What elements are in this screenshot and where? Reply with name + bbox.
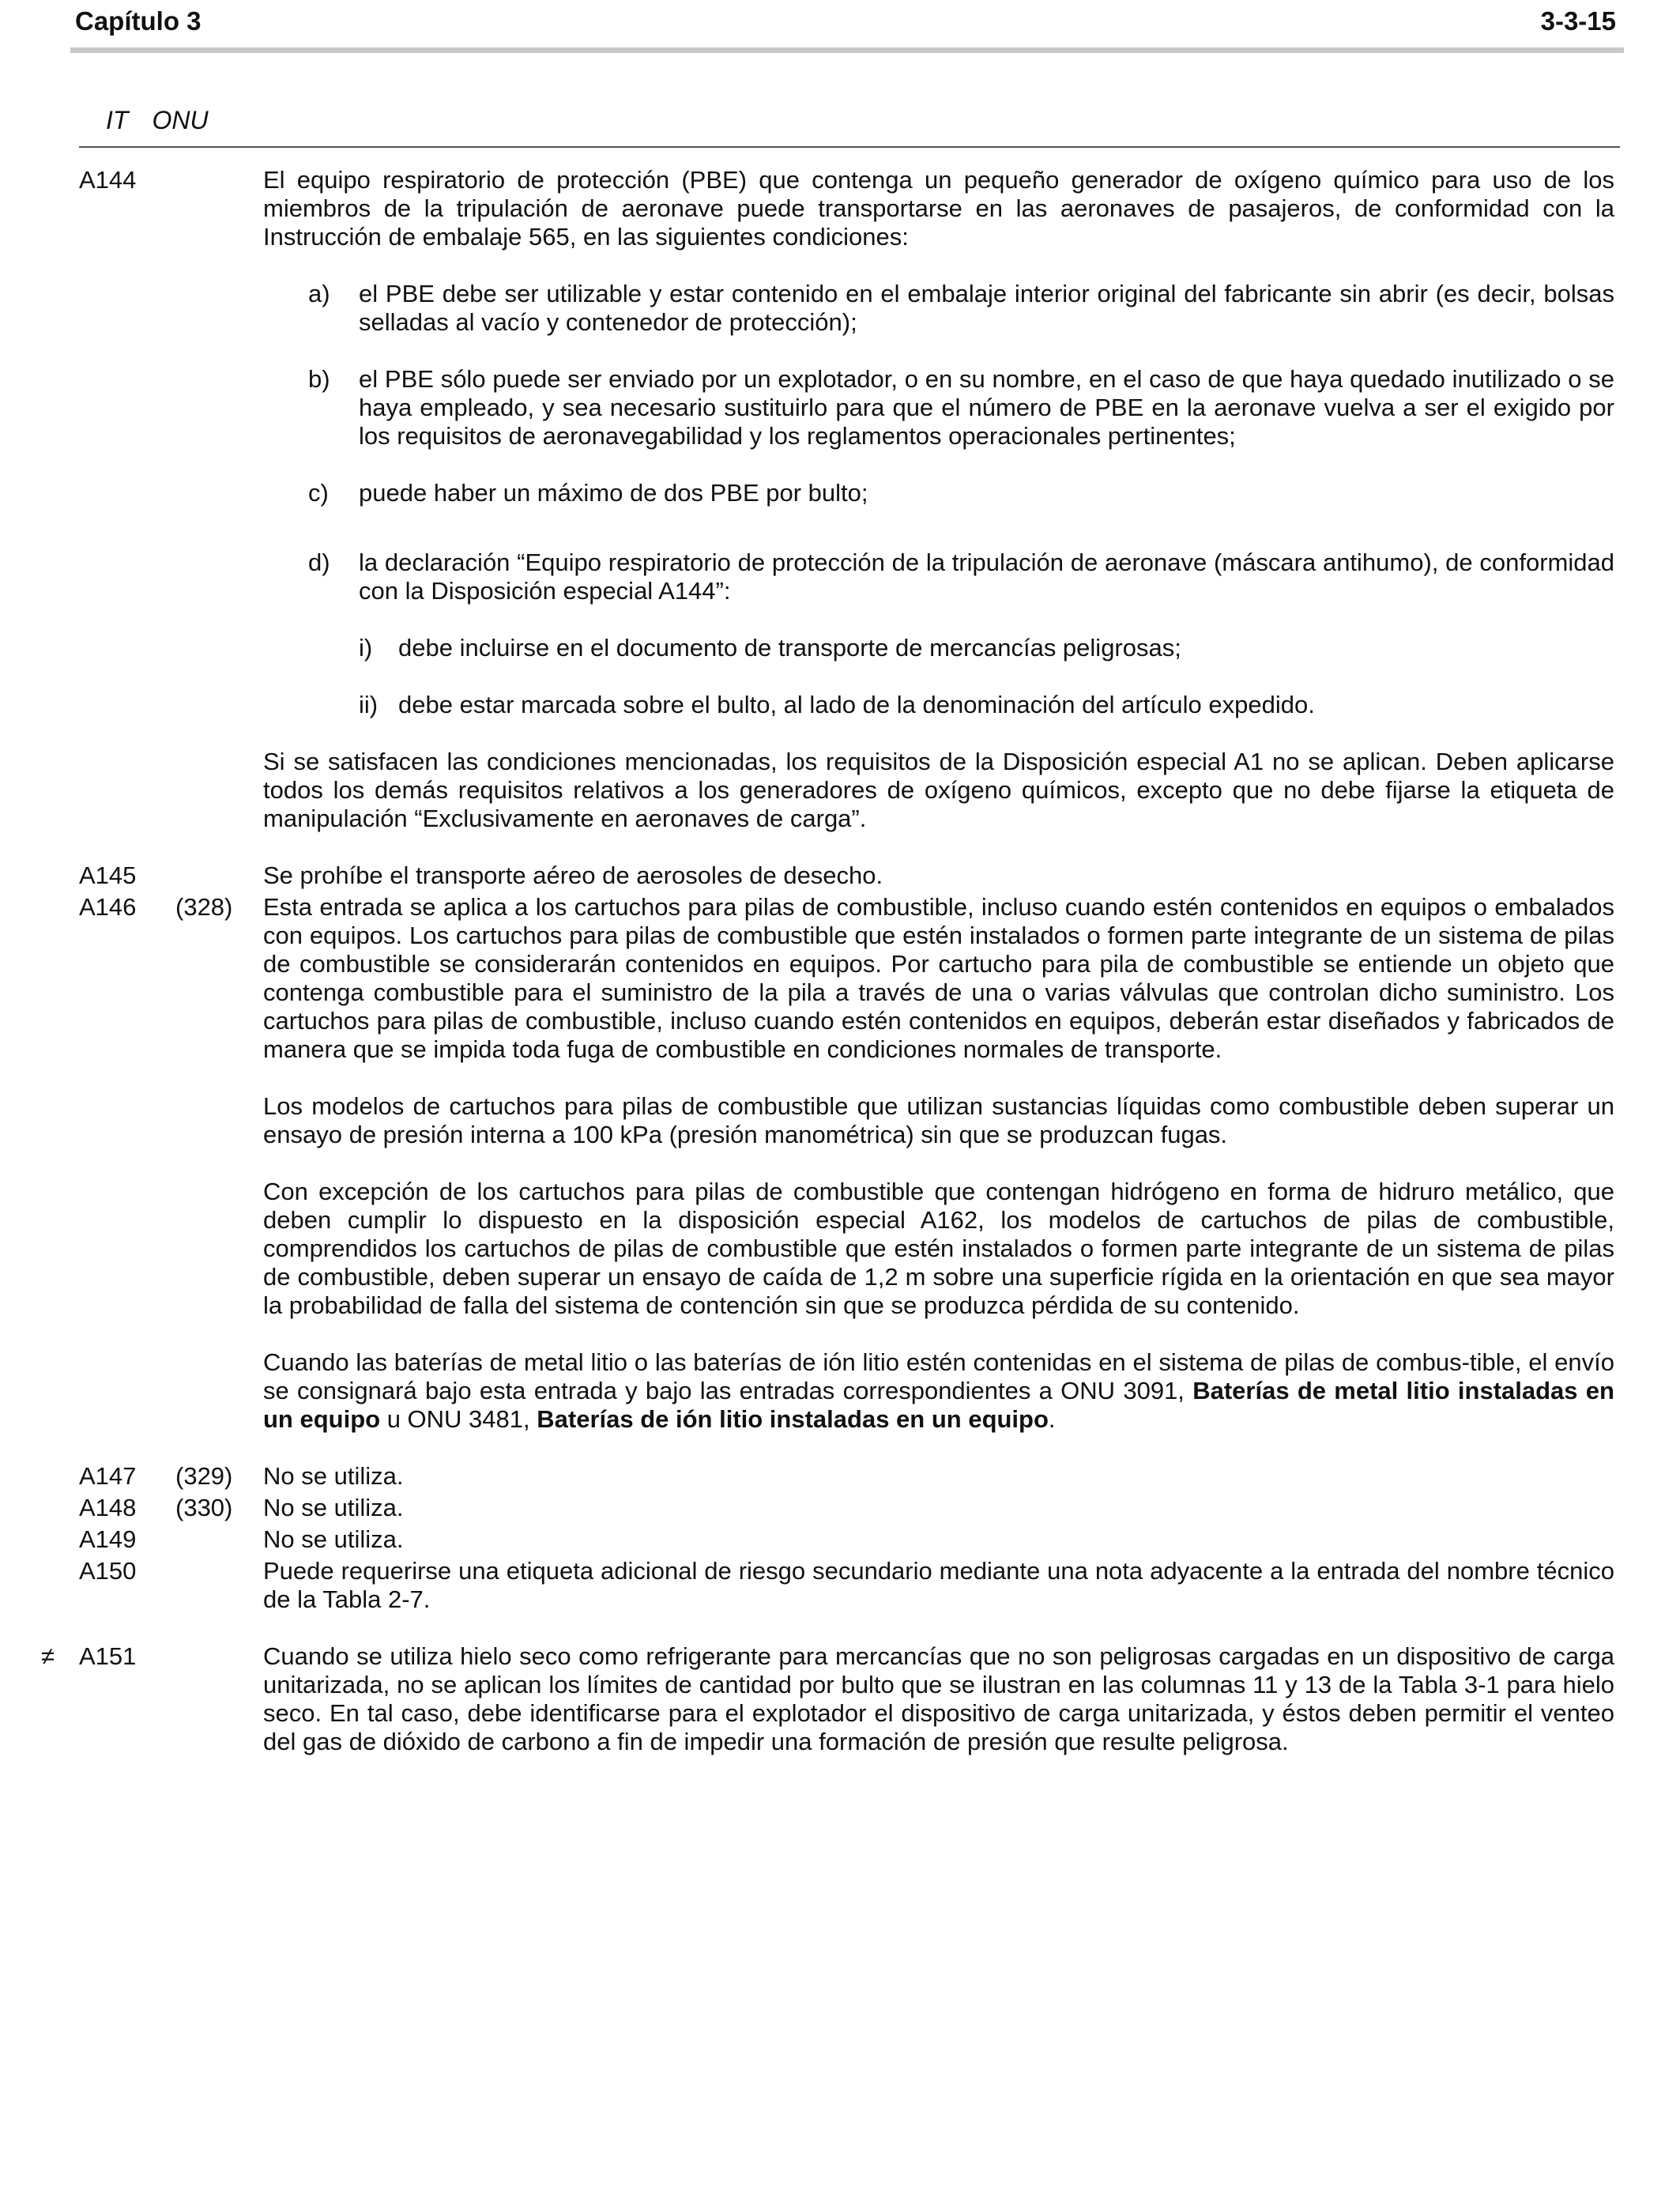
provision-text: Los modelos de cartuchos para pilas de combustible que utilizan sustancias líquidas como combustible deben superar un ensayo de presión interna a 100 kPa (presión manométrica) sin que se produzcan fugas. — [263, 1092, 1614, 1148]
provision-a148 — [0, 1494, 1680, 1525]
amendment-mark: ≠ — [41, 1642, 55, 1670]
page-header — [75, 6, 1616, 38]
provision-code: A149 — [79, 1525, 137, 1553]
condition-item — [308, 548, 1614, 719]
provision-code: A150 — [79, 1557, 137, 1585]
column-heading-it: IT — [106, 106, 129, 134]
condition-item — [308, 280, 1614, 337]
provision-text: Se prohíbe el transporte aéreo de aerosoles de desecho. — [263, 861, 883, 889]
provision-code: A144 — [79, 166, 137, 194]
provision-closing-text: Si se satisfacen las condiciones mencionadas, los requisitos de la Disposición especial A1 no se aplican. Deben aplicarse todos los demás requisitos relativos a los generadores de oxígeno químicos, excepto que no debe fijarse la etiqueta de manipulación “Exclusivamente en aeronaves de carga”. — [263, 748, 1614, 832]
provision-a145 — [0, 861, 1680, 893]
condition-text: el PBE sólo puede ser enviado por un explotador, o en su nombre, en el caso de que haya quedado inutilizado o se haya empleado, y sea necesario sustituirlo para que el número de PBE en la aeronave vuelva a ser el exigido por los requisitos de aeronavegabilidad y los reglamentos operacionales pertinentes; — [359, 365, 1614, 450]
text-run: Cuando las baterías de metal litio o las baterías de ión litio estén contenidas en el sistema de pilas de combus-tible, el envío se consignará bajo esta entrada y bajo las entradas correspondientes a ONU 3091, — [263, 1348, 1614, 1404]
provision-text: Puede requerirse una etiqueta adicional de riesgo secundario mediante una nota adyacente a la entrada del nombre técnico de la Tabla 2-7. — [263, 1557, 1614, 1613]
provision-text: No se utiliza. — [263, 1462, 404, 1490]
condition-text: puede haber un máximo de dos PBE por bulto; — [359, 479, 868, 507]
provision-text: Con excepción de los cartuchos para pilas de combustible que contengan hidrógeno en forma de hidruro metálico, que deben cumplir lo dispuesto en la disposición especial A162, los modelos de cartuchos de pilas de combustible, comprendidos los cartuchos de pilas de combustible que estén instalados o formen parte integrante de un sistema de pilas de combustible, deben superar un ensayo de caída de 1,2 m sobre una superficie rígida en la orientación en que sea mayor la probabilidad de falla del sistema de contención sin que se produzca pérdida de su contenido. — [263, 1178, 1614, 1319]
un-special-provision-number: (330) — [175, 1494, 233, 1521]
provision-a144 — [0, 166, 1680, 833]
provision-a150 — [0, 1557, 1680, 1614]
bold-entry-name: Baterías de metal litio instaladas en un equipo — [263, 1377, 1614, 1433]
provision-code: A151 — [79, 1642, 137, 1670]
provision-text: Cuando se utiliza hielo seco como refrigerante para mercancías que no son peligrosas cargadas en un dispositivo de carga unitarizada, no se aplican los límites de cantidad por bulto que se ilustran en las columnas 11 y 13 de la Tabla 3-1 para hielo seco. En tal caso, debe identificarse para el explotador el dispositivo de carga unitarizada, y éstos deben permitir el venteo del gas de dióxido de carbono a fin de impedir una formación de presión que resulte peligrosa. — [263, 1642, 1614, 1755]
text-run: u ONU 3481, — [380, 1405, 537, 1433]
provision-a146 — [0, 893, 1680, 1434]
un-special-provision-number: (329) — [175, 1462, 233, 1490]
condition-label: b) — [308, 365, 330, 393]
chapter-title: Capítulo 3 — [75, 6, 202, 36]
subcondition-item — [359, 634, 1614, 662]
condition-label: a) — [308, 280, 330, 307]
page-number: 3-3-15 — [1540, 6, 1616, 36]
provision-code: A148 — [79, 1494, 137, 1521]
condition-text: el PBE debe ser utilizable y estar contenido en el embalaje interior original del fabricante sin abrir (es decir, bolsas selladas al vacío y contenedor de protección); — [359, 280, 1614, 336]
provision-text: No se utiliza. — [263, 1494, 404, 1521]
provision-code: A145 — [79, 861, 137, 889]
bold-entry-name: Baterías de ión litio instaladas en un equipo — [537, 1405, 1049, 1433]
condition-label: c) — [308, 479, 329, 507]
condition-label: d) — [308, 548, 330, 576]
subcondition-label: ii) — [359, 691, 379, 718]
provision-text: No se utiliza. — [263, 1525, 404, 1553]
provision-a151 — [0, 1642, 1680, 1756]
condition-text: la declaración “Equipo respiratorio de protección de la tripulación de aeronave (máscara antihumo), de conformidad con la Disposición especial A144”: — [359, 548, 1614, 605]
condition-list — [263, 280, 1614, 719]
provisions-list — [0, 166, 1680, 1785]
subcondition-text: debe incluirse en el documento de transporte de mercancías peligrosas; — [398, 634, 1181, 662]
provision-a149 — [0, 1525, 1680, 1557]
column-headings — [106, 106, 232, 135]
subcondition-text: debe estar marcada sobre el bulto, al lado de la denominación del artículo expedido. — [398, 691, 1315, 718]
subcondition-item — [359, 691, 1614, 719]
provision-text — [263, 1348, 1614, 1434]
header-divider — [70, 47, 1624, 53]
subcondition-label: i) — [359, 634, 373, 662]
text-run: . — [1048, 1405, 1056, 1433]
provision-a147 — [0, 1462, 1680, 1494]
condition-item — [308, 479, 1614, 507]
un-special-provision-number: (328) — [175, 893, 233, 921]
provision-code: A147 — [79, 1462, 137, 1490]
condition-item — [308, 365, 1614, 450]
provision-code: A146 — [79, 893, 137, 921]
provision-text: Esta entrada se aplica a los cartuchos para pilas de combustible, incluso cuando estén contenidos en equipos o embalados con equipos. Los cartuchos para pilas de combustible que estén instalados o formen parte integrante de un sistema de pilas de combustible se considerarán contenidos en equipos. Por cartucho para pila de combustible se entiende un objeto que contenga combustible para el suministro de la pila a través de una o varias válvulas que controlan dicho suministro. Los cartuchos para pilas de combustible, incluso cuando estén contenidos en equipos, deberán estar diseñados y fabricados de manera que se impida toda fuga de combustible en condiciones normales de transporte. — [263, 893, 1614, 1063]
column-heading-onu: ONU — [152, 106, 209, 134]
provision-text: El equipo respiratorio de protección (PBE) que contenga un pequeño generador de oxígeno químico para uso de los miembros de la tripulación de aeronave puede transportarse en las aeronaves de pasajeros, de conformidad con la Instrucción de embalaje 565, en las siguientes condiciones: — [263, 166, 1614, 251]
column-heading-divider — [79, 146, 1620, 148]
